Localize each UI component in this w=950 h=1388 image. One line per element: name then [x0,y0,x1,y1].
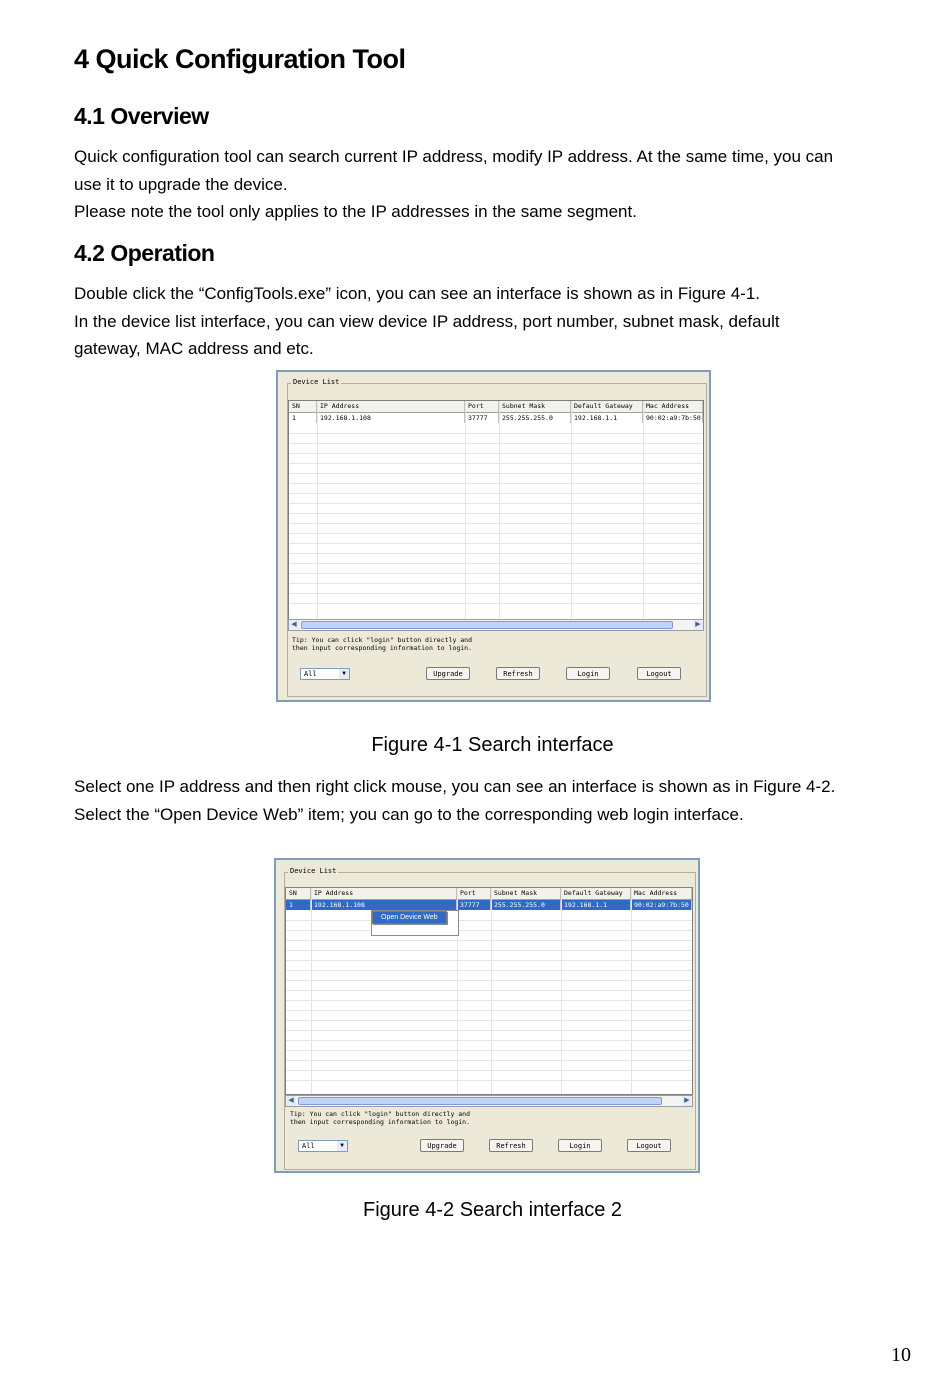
filter-select[interactable] [298,1140,348,1152]
column-header-subnet[interactable]: Subnet Mask [491,888,561,899]
cell-ip: 192.168.1.108 [311,900,457,910]
chevron-down-icon[interactable]: ▼ [339,669,349,679]
text-line: Quick configuration tool can search current IP address, modify IP address. At the same time, you can [74,147,834,166]
filter-select-value: All [304,670,317,678]
device-table[interactable] [288,400,704,620]
cell-sn: 1 [289,413,317,423]
tip-line: then input corresponding information to login. [290,1118,471,1126]
scroll-left-icon[interactable]: ◀ [289,620,299,630]
cell-mac: 90:02:a9:7b:50 [631,900,692,910]
chapter-heading: 4 Quick Configuration Tool [74,44,406,74]
login-tip [290,1110,470,1126]
device-list-label: Device List [293,378,340,386]
column-header-port[interactable]: Port [457,888,491,899]
scroll-right-icon[interactable]: ▶ [693,620,703,630]
upgrade-button[interactable]: Upgrade [426,667,470,680]
select-paragraph [74,773,934,828]
tip-line: Tip: You can click "login" button directly and [292,636,473,644]
scrollbar-thumb[interactable] [301,621,673,629]
table-row[interactable] [289,413,703,423]
tip-line: then input corresponding information to login. [292,644,473,652]
column-header-port[interactable]: Port [465,401,499,412]
tip-line: Tip: You can click "login" button directly and [290,1110,471,1118]
text-line: Select one IP address and then right click mouse, you can see an interface is shown as in Figure 4-2. [74,777,836,796]
horizontal-scrollbar[interactable] [285,1095,693,1107]
login-button[interactable]: Login [566,667,610,680]
device-table[interactable] [285,887,693,1095]
section-heading-operation: 4.2 Operation [74,240,215,266]
chevron-down-icon[interactable]: ▼ [337,1141,347,1151]
cell-subnet: 255.255.255.0 [499,413,571,423]
scroll-right-icon[interactable]: ▶ [682,1096,692,1106]
column-header-mac[interactable]: Mac Address [631,888,692,899]
figure-4-2-caption: Figure 4-2 Search interface 2 [362,1199,623,1221]
text-line: Double click the “ConfigTools.exe” icon, you can see an interface is shown as in Figure 4-1. [74,284,761,303]
cell-sn: 1 [286,900,311,910]
column-header-ip[interactable]: IP Address [317,401,465,412]
cell-mac: 90:02:a9:7b:50 [643,413,703,423]
overview-paragraph [74,143,914,226]
horizontal-scrollbar[interactable] [288,619,704,631]
logout-button[interactable]: Logout [627,1139,671,1152]
column-header-subnet[interactable]: Subnet Mask [499,401,571,412]
column-header-ip[interactable]: IP Address [311,888,457,899]
figure-4-1-caption: Figure 4-1 Search interface [371,734,614,756]
filter-select[interactable] [300,668,350,680]
column-header-mac[interactable]: Mac Address [643,401,703,412]
column-header-sn[interactable]: SN [289,401,317,412]
login-tip [292,636,472,652]
login-button[interactable]: Login [558,1139,602,1152]
cell-gateway: 192.168.1.1 [561,900,631,910]
logout-button[interactable]: Logout [637,667,681,680]
refresh-button[interactable]: Refresh [496,667,540,680]
figure-4-2-screenshot [274,858,700,1173]
column-header-gateway[interactable]: Default Gateway [561,888,631,899]
page-number: 10 [891,1344,911,1366]
text-line: In the device list interface, you can view device IP address, port number, subnet mask, default [74,311,780,331]
context-menu-item-open-device-web[interactable]: Open Device Web [372,911,447,924]
text-line: use it to upgrade the device. [74,174,288,194]
column-header-gateway[interactable]: Default Gateway [571,401,643,412]
cell-port: 37777 [457,900,491,910]
text-line: gateway, MAC address and etc. [74,339,314,358]
scroll-left-icon[interactable]: ◀ [286,1096,296,1106]
table-header [289,401,703,413]
cell-gateway: 192.168.1.1 [571,413,643,423]
scrollbar-thumb[interactable] [298,1097,662,1105]
operation-paragraph [74,280,914,363]
refresh-button[interactable]: Refresh [489,1139,533,1152]
cell-subnet: 255.255.255.0 [491,900,561,910]
filter-select-value: All [302,1142,315,1150]
upgrade-button[interactable]: Upgrade [420,1139,464,1152]
figure-4-1-screenshot [276,370,711,702]
cell-port: 37777 [465,413,499,423]
cell-ip: 192.168.1.108 [317,413,465,423]
column-header-sn[interactable]: SN [286,888,311,899]
section-heading-overview: 4.1 Overview [74,103,209,129]
device-list-label: Device List [290,867,337,875]
text-line: Please note the tool only applies to the IP addresses in the same segment. [74,202,637,221]
text-line: Select the “Open Device Web” item; you can go to the corresponding web login interface. [74,804,744,824]
